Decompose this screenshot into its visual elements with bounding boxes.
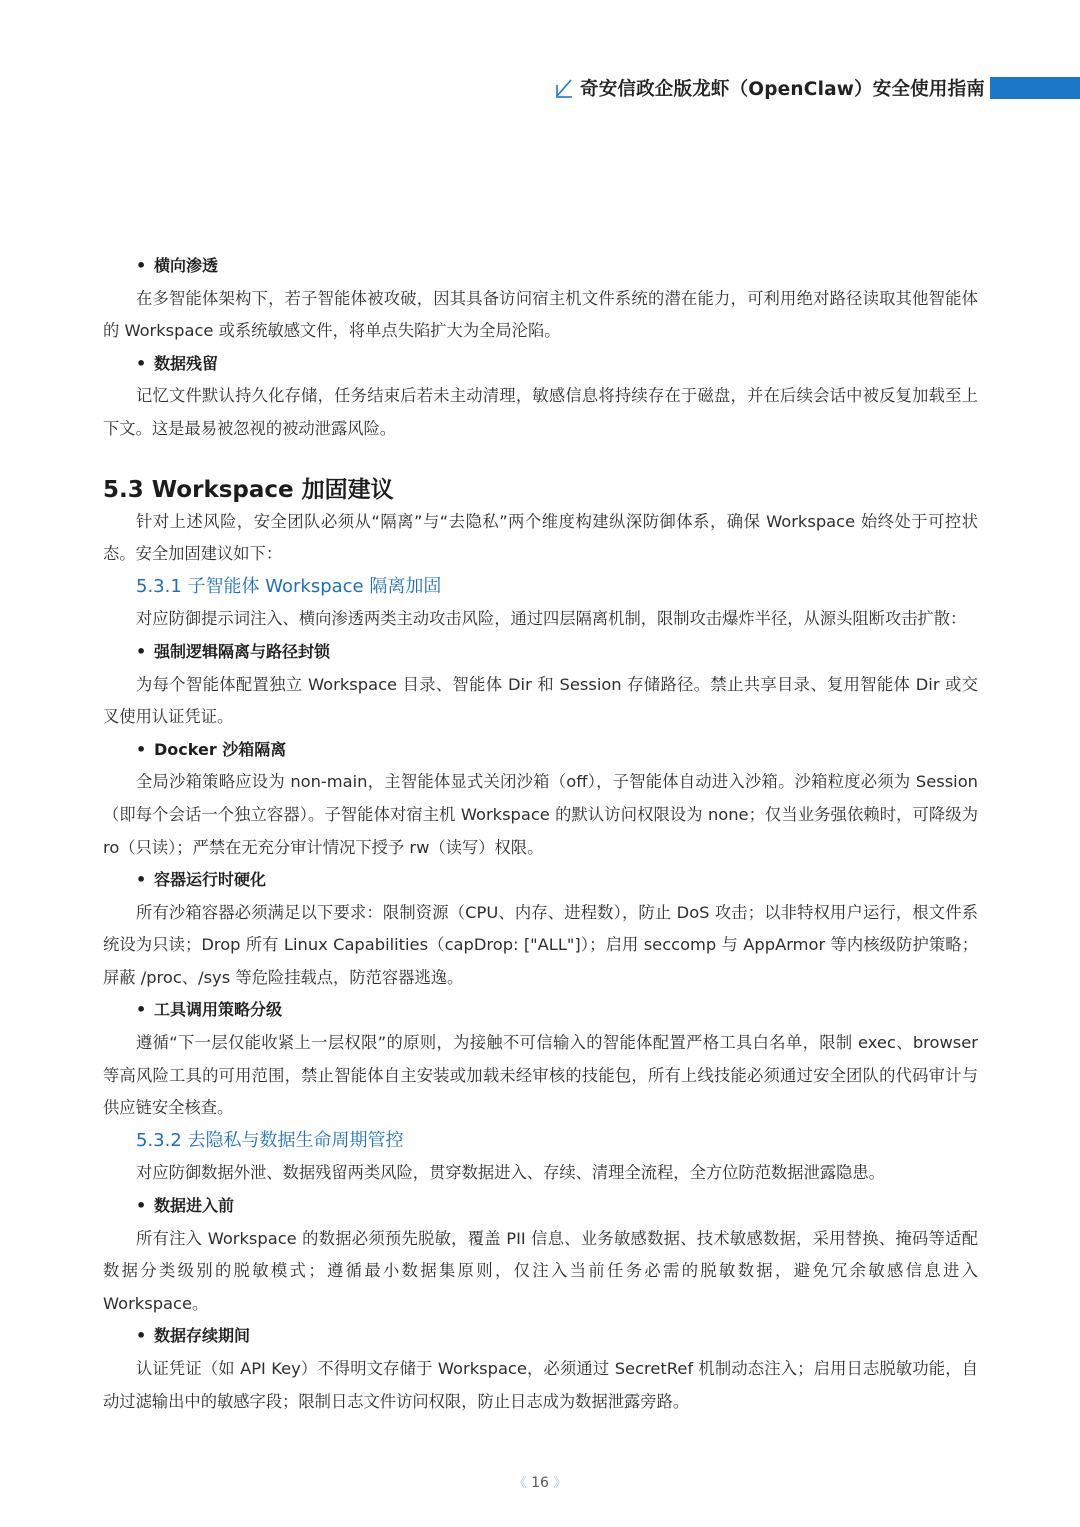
paragraph: 所有沙箱容器必须满足以下要求：限制资源（CPU、内存、进程数），防止 DoS 攻击；以非特权用户运行，根文件系统设为只读；Drop 所有 Linux Capabilities（capDrop: ["ALL"]）；启用 seccomp 与 AppArmor 等内核级防护策略；屏蔽 /proc、/sys 等危险挂载点，防范容器逃逸。 [103, 902, 978, 987]
bullet-heading [103, 636, 978, 669]
page-footer [0, 1472, 1080, 1491]
bullet-heading-text: 数据进入前 [154, 1196, 235, 1216]
bullet-heading-text: 数据存续期间 [154, 1326, 251, 1346]
bullet-heading-text: 数据残留 [154, 353, 219, 373]
page-bracket-left: 《 [513, 1476, 527, 1491]
bullet-heading-text: 工具调用策略分级 [154, 1000, 283, 1020]
bullet-heading-text: Docker 沙箱隔离 [154, 739, 287, 759]
paragraph: 在多智能体架构下，若子智能体被攻破，因其具备访问宿主机文件系统的潜在能力，可利用绝对路径读取其他智能体的 Workspace 或系统敏感文件，将单点失陷扩大为全局沦陷。 [103, 288, 978, 341]
bullet-heading [103, 348, 978, 381]
bullet-heading [103, 250, 978, 283]
header-accent-bar [990, 77, 1080, 99]
bullet-heading [103, 734, 978, 767]
page-number: 16 [531, 1475, 549, 1491]
paragraph: 对应防御数据外泄、数据残留两类风险，贯穿数据进入、存续、清理全流程，全方位防范数据泄露隐患。 [136, 1163, 885, 1183]
bullet-dot-icon: • [136, 1196, 147, 1216]
bullet-heading-text: 容器运行时硬化 [154, 870, 267, 890]
paragraph: 针对上述风险，安全团队必须从“隔离”与“去隐私”两个维度构建纵深防御体系，确保 Workspace 始终处于可控状态。安全加固建议如下： [103, 511, 978, 564]
paragraph: 全局沙箱策略应设为 non-main，主智能体显式关闭沙箱（off），子智能体自动进入沙箱。沙箱粒度必须为 Session（即每个会话一个独立容器）。子智能体对宿主机 Workspace 的默认访问权限设为 none；仅当业务强依赖时，可降级为 ro（只读）；严禁在无充分审计情况下授予 rw（读写）权限。 [103, 772, 978, 857]
paragraph: 为每个智能体配置独立 Workspace 目录、智能体 Dir 和 Session 存储路径。禁止共享目录、复用智能体 Dir 或交叉使用认证凭证。 [103, 674, 978, 727]
bullet-dot-icon: • [136, 641, 147, 661]
section-heading: 5.3 Workspace 加固建议 [103, 476, 394, 503]
subsection-heading: 5.3.1 子智能体 Workspace 隔离加固 [136, 575, 442, 597]
page-bracket-right: 》 [553, 1476, 567, 1491]
bullet-heading-text: 横向渗透 [154, 256, 219, 275]
bullet-heading [103, 864, 978, 897]
paragraph: 认证凭证（如 API Key）不得明文存储于 Workspace，必须通过 SecretRef 机制动态注入；启用日志脱敏功能，自动过滤输出中的敏感字段；限制日志文件访问权限，防止日志成为数据泄露旁路。 [103, 1359, 978, 1411]
bullet-heading-text: 强制逻辑隔离与路径封锁 [154, 641, 331, 661]
paragraph: 记忆文件默认持久化存储，任务结束后若未主动清理，敏感信息将持续存在于磁盘，并在后续会话中被反复加载至上下文。这是最易被忽视的被动泄露风险。 [103, 386, 978, 438]
page-header [0, 74, 1080, 104]
bullet-heading [103, 1190, 978, 1223]
bullet-dot-icon: • [136, 1000, 147, 1020]
bullet-heading [103, 1320, 978, 1353]
pen-check-icon [554, 77, 574, 99]
paragraph: 对应防御提示词注入、横向渗透两类主动攻击风险，通过四层隔离机制，限制攻击爆炸半径，从源头阻断攻击扩散： [136, 609, 967, 629]
bullet-dot-icon: • [136, 256, 147, 275]
bullet-heading [103, 994, 978, 1027]
bullet-dot-icon: • [136, 739, 147, 759]
bullet-dot-icon: • [136, 1326, 147, 1346]
bullet-dot-icon: • [136, 870, 147, 890]
paragraph: 所有注入 Workspace 的数据必须预先脱敏，覆盖 PII 信息、业务敏感数据、技术敏感数据，采用替换、掩码等适配数据分类级别的脱敏模式；遵循最小数据集原则，仅注入当前任务必需的脱敏数据，避免冗余敏感信息进入 Workspace。 [103, 1228, 978, 1313]
document-title: 奇安信政企版龙虾（OpenClaw）安全使用指南 [580, 79, 985, 100]
paragraph: 遵循“下一层仅能收紧上一层权限”的原则，为接触不可信输入的智能体配置严格工具白名单，限制 exec、browser 等高风险工具的可用范围，禁止智能体自主安装或加载未经审核的技能包，所有上线技能必须通过安全团队的代码审计与供应链安全核查。 [103, 1033, 978, 1118]
bullet-dot-icon: • [136, 353, 147, 373]
page-content [103, 250, 978, 1418]
subsection-heading: 5.3.2 去隐私与数据生命周期管控 [136, 1129, 404, 1151]
